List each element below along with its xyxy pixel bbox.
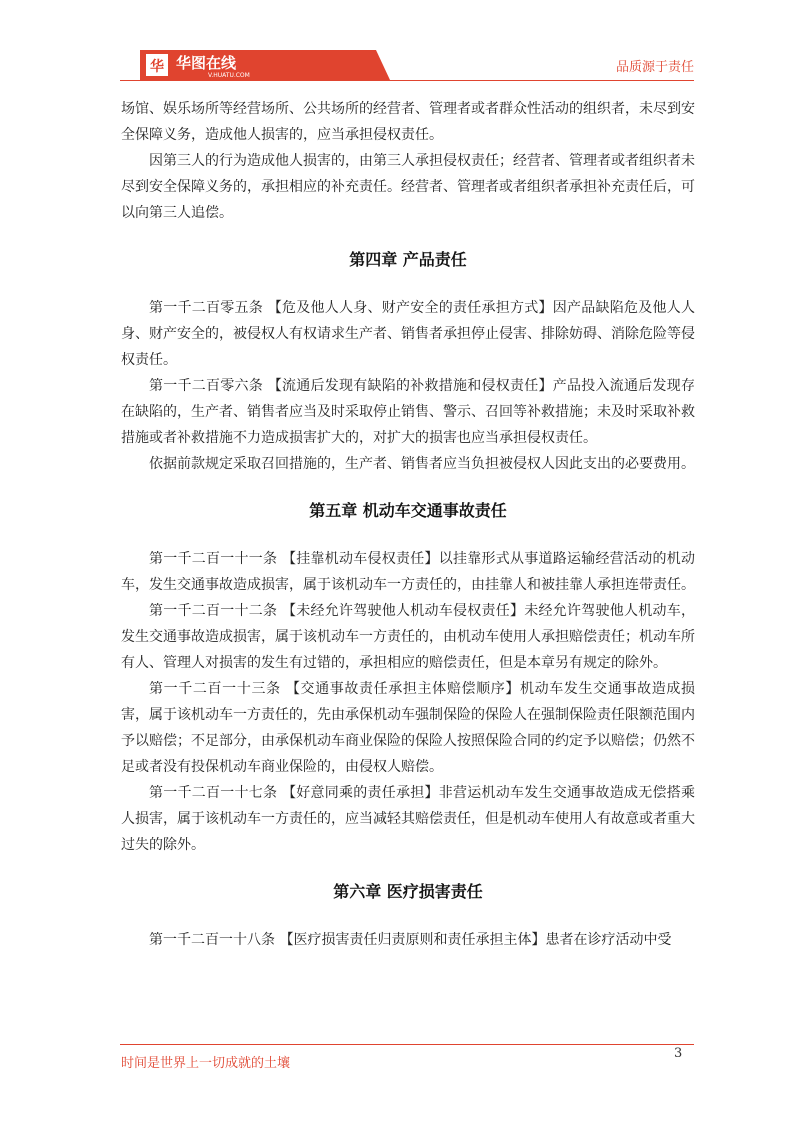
article-1205: 第一千二百零五条 【危及他人人身、财产安全的责任承担方式】因产品缺陷危及他人人身、财产安全的，被侵权人有权请求生产者、销售者承担停止侵害、排除妨碍、消除危险等侵权责任。: [121, 300, 695, 368]
svg-text:华: 华: [150, 59, 164, 75]
paragraph: 因第三人的行为造成他人损害的，由第三人承担侵权责任；经营者、管理者或者组织者未尽到安全保障义务的，承担相应的补充责任。经营者、管理者或者组织者承担补充责任后，可以向第三人追偿。: [121, 153, 695, 221]
article-1212: 第一千二百一十二条 【未经允许驾驶他人机动车侵权责任】未经允许驾驶他人机动车，发生交通事故造成损害，属于该机动车一方责任的，由机动车使用人承担赔偿责任；机动车所有人、管理人对损害的发生有过错的，承担相应的赔偿责任，但是本章另有规定的除外。: [121, 603, 695, 671]
huatu-logo: [140, 50, 390, 80]
brand-name: 华图在线: [176, 54, 237, 72]
article-1206: 第一千二百零六条 【流通后发现有缺陷的补救措施和侵权责任】产品投入流通后发现存在缺陷的，生产者、销售者应当及时采取停止销售、警示、召回等补救措施；未及时采取补救措施或者补救措施不力造成损害扩大的，对扩大的损害也应当承担侵权责任。: [121, 378, 695, 446]
paragraph: 场馆、娱乐场所等经营场所、公共场所的经营者、管理者或者群众性活动的组织者，未尽到安全保障义务，造成他人损害的，应当承担侵权责任。: [121, 101, 695, 143]
brand-url: V.HUATU.COM: [208, 72, 250, 79]
chapter-5-heading: 第五章 机动车交通事故责任: [309, 501, 507, 520]
footer-divider: [120, 1044, 694, 1045]
header-tagline: 品质源于责任: [615, 60, 694, 75]
page-number: 3: [674, 1046, 683, 1061]
article-1211: 第一千二百一十一条 【挂靠机动车侵权责任】以挂靠形式从事道路运输经营活动的机动车，发生交通事故造成损害，属于该机动车一方责任的，由挂靠人和被挂靠人承担连带责任。: [121, 551, 695, 593]
article-1213: 第一千二百一十三条 【交通事故责任承担主体赔偿顺序】机动车发生交通事故造成损害，属于该机动车一方责任的，先由承保机动车强制保险的保险人在强制保险责任限额范围内予以赔偿；不足部分，由承保机动车商业保险的保险人按照保险合同的约定予以赔偿；仍然不足或者没有投保机动车商业保险的，由侵权人赔偿。: [121, 681, 695, 775]
article-1218: 第一千二百一十八条 【医疗损害责任归责原则和责任承担主体】患者在诊疗活动中受: [149, 932, 672, 948]
header-divider: [120, 80, 694, 81]
document-body: [121, 96, 695, 953]
article-1206-paragraph-2: 依据前款规定采取召回措施的，生产者、销售者应当负担被侵权人因此支出的必要费用。: [149, 456, 695, 472]
chapter-6-heading: 第六章 医疗损害责任: [333, 882, 483, 901]
article-1217: 第一千二百一十七条 【好意同乘的责任承担】非营运机动车发生交通事故造成无偿搭乘人损害，属于该机动车一方责任的，应当减轻其赔偿责任，但是机动车使用人有故意或者重大过失的除外。: [121, 785, 695, 853]
chapter-4-heading: 第四章 产品责任: [349, 250, 467, 269]
footer-slogan: 时间是世界上一切成就的土壤: [121, 1056, 291, 1071]
page-header: [120, 48, 694, 84]
